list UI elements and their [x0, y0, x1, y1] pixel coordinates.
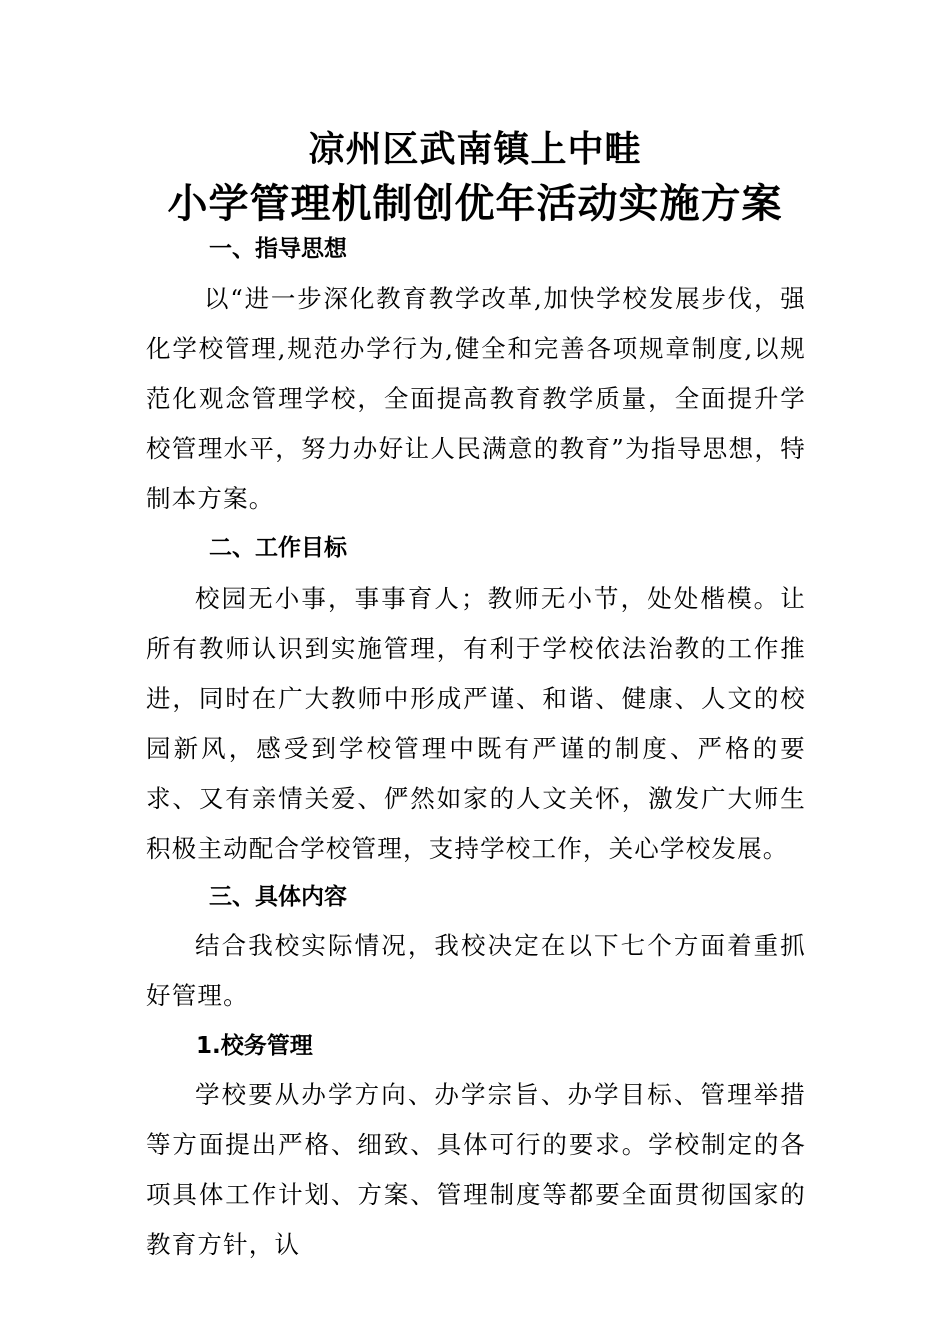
paragraph-school-affairs: 学校要从办学方向、办学宗旨、办学目标、管理举措等方面提出严格、细致、具体可行的要求。学校制定的各项具体工作计划、方案、管理制度等都要全面贯彻国家的教育方针，认: [146, 1080, 806, 1259]
subsection-heading-school-affairs: 1.校务管理: [196, 1033, 313, 1059]
paragraph-work-goals: 校园无小事，事事育人；教师无小节，处处楷模。让所有教师认识到实施管理，有利于学校依法治教的工作推进，同时在广大教师中形成严谨、和谐、健康、人文的校园新风，感受到学校管理中既有严谨的制度、严格的要求、又有亲情关爱、俨然如家的人文关怀，激发广大师生积极主动配合学校管理，支持学校工作，关心学校发展。: [146, 584, 806, 863]
document-title-line2: 小学管理机制创优年活动实施方案: [167, 181, 783, 227]
section-heading-guiding-ideology: 一、指导思想: [209, 236, 347, 262]
document-title-line1: 凉州区武南镇上中畦: [308, 129, 642, 170]
paragraph-guiding-ideology: 以“进一步深化教育教学改革,加快学校发展步伐，强化学校管理,规范办学行为,健全和完善各项规章制度,以规范化观念管理学校，全面提高教育教学质量，全面提升学校管理水平，努力办好让人民满意的教育”为指导思想，特制本方案。: [146, 284, 806, 513]
section-heading-work-goals: 二、工作目标: [209, 535, 347, 561]
section-heading-specific-content: 三、具体内容: [209, 884, 347, 910]
paragraph-specific-content: 结合我校实际情况，我校决定在以下七个方面着重抓好管理。: [146, 931, 806, 1010]
